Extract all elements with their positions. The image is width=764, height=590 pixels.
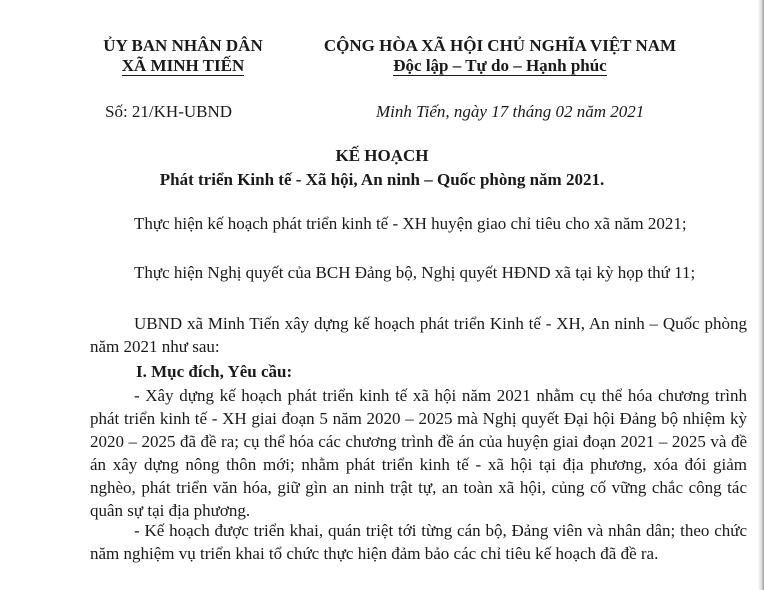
- intro-paragraph-1: Thực hiện kế hoạch phát triển kinh tế - XH huyện giao chỉ tiêu cho xã năm 2021;: [134, 214, 687, 233]
- national-motto: [300, 36, 700, 76]
- authority-line-2: XÃ MINH TIẾN: [121, 56, 245, 75]
- intro-paragraph-3: UBND xã Minh Tiến xây dựng kế hoạch phát triển Kinh tế - XH, An ninh – Quốc phòng năm 2021 như sau:: [90, 314, 747, 356]
- issuing-authority: [78, 36, 288, 76]
- scan-edge: [758, 0, 764, 590]
- place-date: Minh Tiến, ngày 17 tháng 02 năm 2021: [376, 102, 645, 121]
- section-paragraph-1: - Xây dựng kế hoạch phát triển kinh tế xã hội năm 2021 nhằm cụ thể hóa chương trình phát triển kinh tế - XH giai đoạn 5 năm 2020 – 2025 mà Nghị quyết Đại hội Đảng bộ nhiệm kỳ 2020 – 2025 đã đề ra; cụ thể hóa các chương trình đề án của huyện giai đoạn 2021 – 2025 và đề án xây dựng nông thôn mới; nhằm phát triển kinh tế - xã hội tại địa phương, xóa đói giảm nghèo, phát triển văn hóa, giữ gìn an ninh trật tự, an toàn xã hội, củng cố vững chắc công tác quân sự tại địa phương.: [90, 386, 747, 520]
- document-title: KẾ HOẠCH: [335, 146, 429, 165]
- document-subtitle: Phát triển Kinh tế - Xã hội, An ninh – Quốc phòng năm 2021.: [159, 170, 605, 189]
- intro-paragraph-2: Thực hiện Nghị quyết của BCH Đảng bộ, Nghị quyết HĐND xã tại kỳ họp thứ 11;: [134, 263, 696, 282]
- authority-line-1: ỦY BAN NHÂN DÂN: [103, 36, 263, 55]
- nation-name: CỘNG HÒA XÃ HỘI CHỦ NGHĨA VIỆT NAM: [323, 36, 677, 55]
- nation-motto: Độc lập – Tự do – Hạnh phúc: [393, 56, 607, 75]
- section-paragraph-2: - Kế hoạch được triển khai, quán triệt tới từng cán bộ, Đảng viên và nhân dân; theo chức năm nghiệm vụ triển khai tổ chức thực hiện đảm bảo các chỉ tiêu kế hoạch đã đề ra.: [90, 521, 747, 563]
- section-heading: I. Mục đích, Yêu cầu:: [136, 362, 293, 381]
- document-number: Số: 21/KH-UBND: [105, 102, 233, 121]
